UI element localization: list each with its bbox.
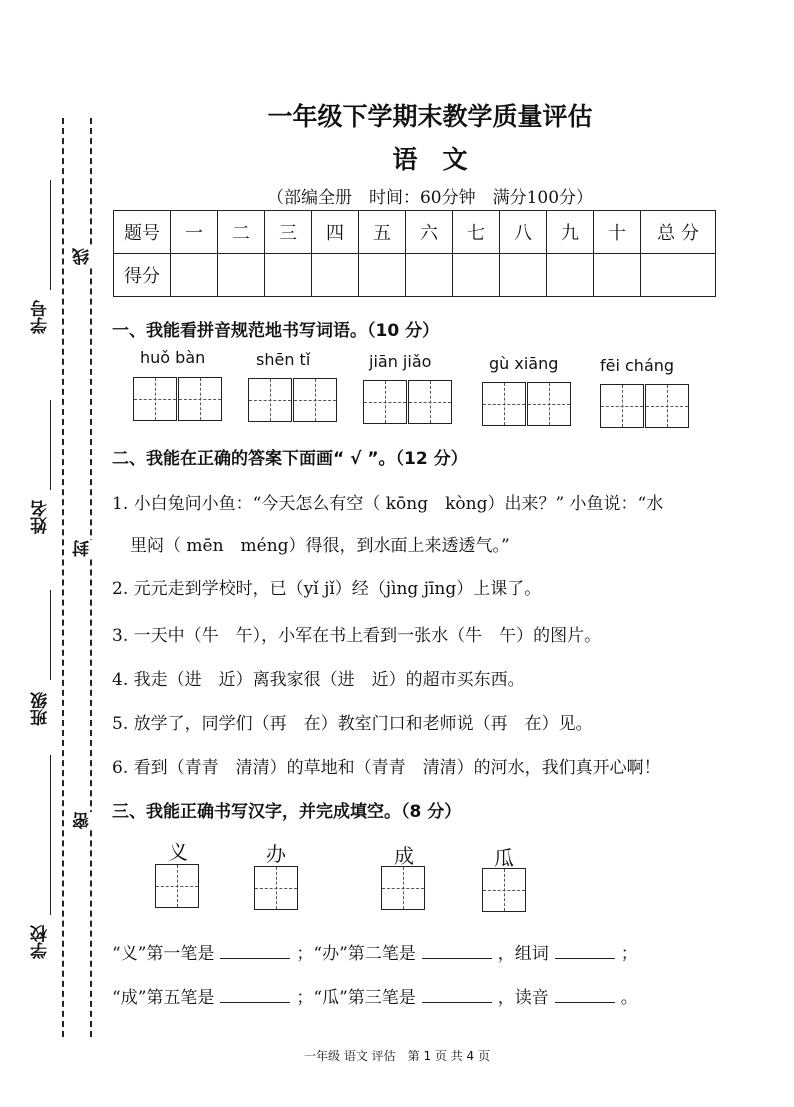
table-cell: 题号 [114, 211, 171, 254]
char-cheng: 成 [394, 844, 414, 868]
score-input-cell[interactable] [218, 254, 265, 297]
question-4: 4. 我走（进 近）离我家很（进 近）的超市买东西。 [112, 670, 525, 690]
student-id-line [50, 180, 51, 290]
writing-grid-cell[interactable] [293, 378, 337, 422]
writing-grid-cell[interactable] [178, 377, 222, 421]
writing-grid-cell[interactable] [482, 382, 526, 426]
table-cell: 八 [500, 211, 547, 254]
fill-1c-text: ，组词 [497, 944, 549, 964]
fill-2b-text: ；“瓜”第三笔是 [296, 988, 416, 1008]
writing-grid-cell[interactable] [381, 866, 425, 910]
writing-grid-cell[interactable] [527, 382, 571, 426]
pinyin-4: gù xiāng [489, 354, 559, 373]
subject-title: 语 文 [392, 145, 468, 174]
name-label: 姓名 [31, 500, 51, 534]
binding-dashed-line-outer [62, 118, 64, 1037]
table-cell: 得分 [114, 254, 171, 297]
score-table [113, 210, 716, 297]
table-cell: 七 [453, 211, 500, 254]
school-label: 学校 [31, 925, 51, 959]
table-cell: 总 分 [641, 211, 716, 254]
page-footer: 一年级 语文 评估 第 1 页 共 4 页 [304, 1049, 490, 1063]
student-id-label: 学号 [31, 300, 51, 334]
cut-mark-line: 线 [70, 248, 95, 265]
writing-grid-cell[interactable] [155, 864, 199, 908]
pinyin-3: jiān jiǎo [369, 352, 432, 371]
answer-blank[interactable] [422, 958, 492, 959]
fill-line-1 [112, 939, 638, 964]
char-ban: 办 [266, 842, 286, 866]
answer-blank[interactable] [555, 1002, 615, 1003]
pinyin-2: shēn tǐ [256, 350, 311, 369]
answer-blank[interactable] [422, 1002, 492, 1003]
section-1-heading: 一、我能看拼音规范地书写词语。（10 分） [112, 321, 440, 341]
question-2: 2. 元元走到学校时，已（yǐ jǐ）经（jìng jīng）上课了。 [112, 579, 542, 599]
score-input-cell[interactable] [547, 254, 594, 297]
score-table-header-row [114, 211, 716, 254]
fill-1b-text: ；“办”第二笔是 [296, 944, 416, 964]
char-gua: 瓜 [494, 846, 514, 870]
score-input-cell[interactable] [171, 254, 218, 297]
section-2-heading: 二、我能在正确的答案下面画“ √ ”。（12 分） [112, 449, 468, 469]
writing-grid-cell[interactable] [645, 384, 689, 428]
table-cell: 一 [171, 211, 218, 254]
table-cell: 四 [312, 211, 359, 254]
score-input-cell[interactable] [312, 254, 359, 297]
table-cell: 十 [594, 211, 641, 254]
question-6: 6. 看到（青青 清清）的草地和（青青 清清）的河水，我们真开心啊！ [112, 758, 661, 778]
question-1-line-2: 里闷（ mēn méng）得很，到水面上来透透气。” [130, 536, 510, 556]
answer-blank[interactable] [555, 958, 615, 959]
class-line [50, 590, 51, 680]
score-input-cell[interactable] [265, 254, 312, 297]
table-cell: 二 [218, 211, 265, 254]
fill-2c-text: ，读音 [497, 988, 549, 1008]
score-input-cell[interactable] [406, 254, 453, 297]
writing-grid-cell[interactable] [248, 378, 292, 422]
writing-grid-cell[interactable] [363, 380, 407, 424]
school-line [50, 755, 51, 915]
score-input-cell[interactable] [641, 254, 716, 297]
writing-grid-cell[interactable] [600, 384, 644, 428]
answer-blank[interactable] [220, 1002, 290, 1003]
char-yi: 义 [168, 840, 188, 864]
table-cell: 三 [265, 211, 312, 254]
writing-grid-cell[interactable] [133, 377, 177, 421]
class-label: 班级 [31, 692, 51, 726]
question-5: 5. 放学了，同学们（再 在）教室门口和老师说（再 在）见。 [112, 714, 593, 734]
name-line [50, 400, 51, 490]
table-cell: 六 [406, 211, 453, 254]
score-input-cell[interactable] [359, 254, 406, 297]
fill-1a-text: “义”第一笔是 [112, 944, 215, 964]
table-cell: 九 [547, 211, 594, 254]
exam-info: （部编全册 时间：60分钟 满分100分） [266, 188, 594, 208]
question-1-line-1: 1. 小白兔问小鱼：“今天怎么有空（ kōng kòng）出来？” 小鱼说：“水 [112, 494, 664, 514]
score-input-cell[interactable] [453, 254, 500, 297]
table-cell: 五 [359, 211, 406, 254]
writing-grid-cell[interactable] [408, 380, 452, 424]
score-input-cell[interactable] [500, 254, 547, 297]
cut-mark-secret: 密 [70, 812, 95, 829]
section-3-heading: 三、我能正确书写汉字，并完成填空。（8 分） [112, 802, 462, 822]
page-title: 一年级下学期末教学质量评估 [267, 102, 593, 131]
fill-1-end: ； [620, 944, 638, 964]
answer-blank[interactable] [220, 958, 290, 959]
pinyin-5: fēi cháng [600, 356, 675, 375]
score-input-cell[interactable] [594, 254, 641, 297]
cut-mark-seal: 封 [70, 540, 95, 557]
question-3: 3. 一天中（牛 午），小军在书上看到一张水（牛 午）的图片。 [112, 626, 602, 646]
fill-2a-text: “成”第五笔是 [112, 988, 215, 1008]
writing-grid-cell[interactable] [482, 868, 526, 912]
fill-line-2 [112, 983, 638, 1008]
fill-2-end: 。 [620, 988, 638, 1008]
pinyin-1: huǒ bàn [140, 348, 206, 367]
score-table-score-row [114, 254, 716, 297]
writing-grid-cell[interactable] [254, 866, 298, 910]
